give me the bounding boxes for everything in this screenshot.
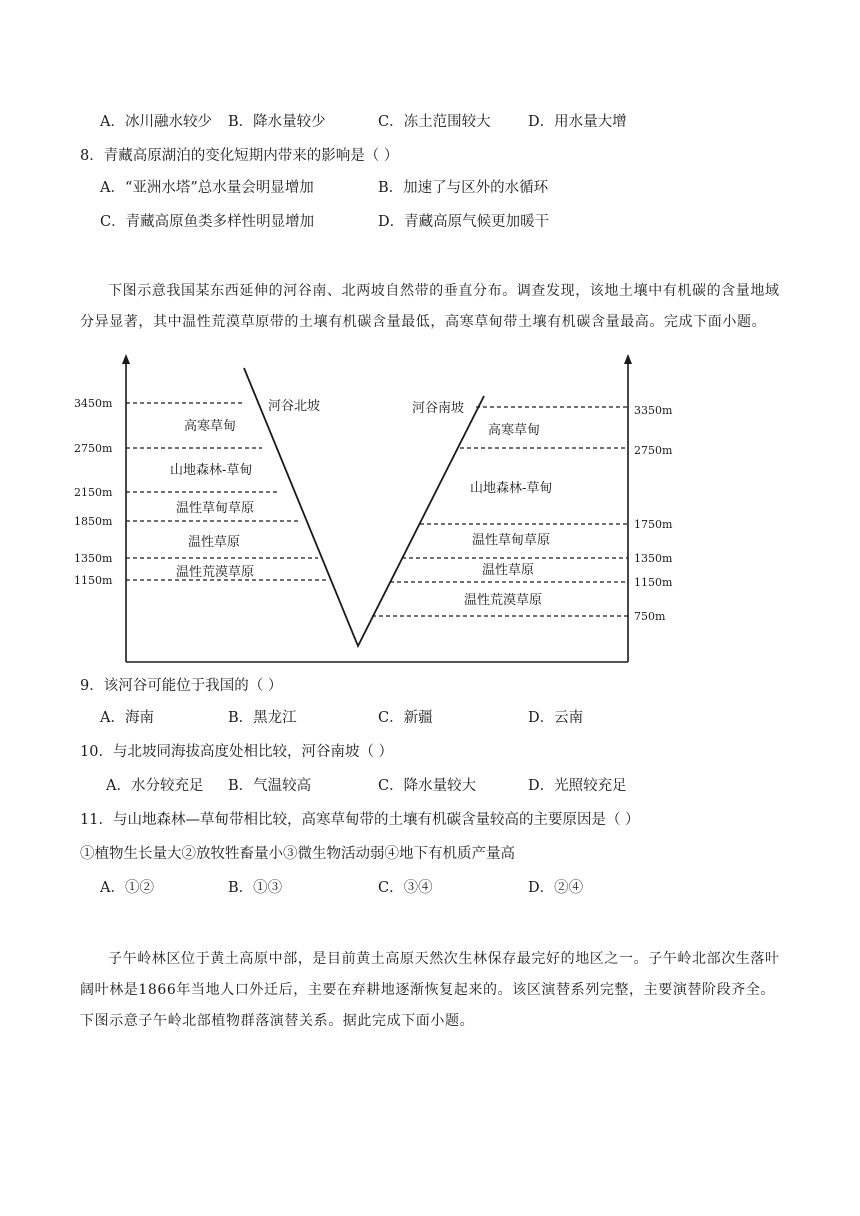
right-zone-alpine-meadow: 高寒草甸 (488, 423, 541, 438)
right-elev-1150: 1150m (634, 576, 673, 589)
right-zone-mountain-forest: 山地森林-草甸 (470, 481, 553, 496)
north-slope-label: 河谷北坡 (268, 399, 321, 414)
q10-option-b: B．气温较高 (228, 778, 312, 794)
q8-stem: 8．青藏高原湖泊的变化短期内带来的影响是（ ） (80, 148, 399, 164)
left-elev-3450: 3450m (74, 397, 113, 410)
right-boundaries (372, 407, 628, 616)
right-axis-arrow (624, 354, 632, 364)
right-elev-1350: 1350m (634, 552, 673, 565)
q7-option-d: D．用水量大增 (528, 114, 627, 130)
left-elev-1150: 1150m (74, 574, 113, 587)
right-elev-1750: 1750m (634, 518, 673, 531)
q9-option-c: C．新疆 (378, 710, 433, 726)
valley-profile-diagram (72, 350, 673, 668)
q9-option-b: B．黑龙江 (228, 710, 297, 726)
q11-statements: ①植物生长量大②放牧牲畜量小③微生物活动弱④地下有机质产量高 (80, 846, 515, 862)
left-zone-meadow-steppe: 温性草甸草原 (176, 501, 255, 516)
q8-option-b: B．加速了与区外的水循环 (378, 180, 549, 196)
passage-valley-text: 下图示意我国某东西延伸的河谷南、北两坡自然带的垂直分布。调查发现，该地土壤中有机碳的含量地域分异显著，其中温性荒漠草原带的土壤有机碳含量最低，高寒草甸带土壤有机碳含量最高。完成下面小题。 (80, 283, 780, 330)
left-zone-desert-steppe: 温性荒漠草原 (176, 565, 255, 580)
south-slope-label: 河谷南坡 (412, 401, 465, 416)
q11-stem: 11．与山地森林—草甸带相比较，高寒草甸带的土壤有机碳含量较高的主要原因是（ ） (80, 812, 640, 828)
right-elev-750: 750m (634, 610, 666, 623)
left-zone-mountain-forest: 山地森林-草甸 (170, 463, 253, 478)
q11-option-d: D．②④ (528, 880, 584, 896)
q7-option-a: A．冰川融水较少 (100, 114, 212, 130)
left-zone-alpine-meadow: 高寒草甸 (184, 419, 237, 434)
q9-option-a: A．海南 (100, 710, 154, 726)
q11-option-c: C．③④ (378, 880, 433, 896)
right-zone-desert-steppe: 温性荒漠草原 (464, 593, 543, 608)
left-elev-2150: 2150m (74, 486, 113, 499)
q10-option-c: C．降水量较大 (378, 778, 477, 794)
right-elev-2750: 2750m (634, 444, 673, 457)
right-zone-meadow-steppe: 温性草甸草原 (472, 533, 551, 548)
q8-option-a: A．“亚洲水塔”总水量会明显增加 (100, 180, 314, 196)
left-elev-2750: 2750m (74, 442, 113, 455)
left-elev-1850: 1850m (74, 515, 113, 528)
q7-option-b: B．降水量较少 (228, 114, 326, 130)
passage-ziwuling (80, 944, 780, 1037)
right-zone-steppe: 温性草原 (482, 563, 535, 578)
left-axis-arrow (122, 354, 130, 364)
q8-option-d: D．青藏高原气候更加暖干 (378, 214, 550, 230)
q9-option-d: D．云南 (528, 710, 584, 726)
q10-stem: 10．与北坡同海拔高度处相比较，河谷南坡（ ） (80, 744, 394, 760)
left-zone-steppe: 温性草原 (188, 535, 241, 550)
q11-option-a: A．①② (100, 880, 154, 896)
q9-stem: 9．该河谷可能位于我国的（ ） (80, 678, 283, 694)
q7-option-c: C．冻土范围较大 (378, 114, 491, 130)
q10-option-d: D．光照较充足 (528, 778, 627, 794)
right-elev-3350: 3350m (634, 404, 673, 417)
passage-ziwuling-text: 子午岭林区位于黄土高原中部，是目前黄土高原天然次生林保存最完好的地区之一。子午岭北部次生落叶阔叶林是1866年当地人口外迁后，主要在弃耕地逐渐恢复起来的。该区演替系列完整，主要演替阶段齐全。下图示意子午岭北部植物群落演替关系。据此完成下面小题。 (80, 951, 780, 1029)
passage-valley (80, 276, 780, 338)
q10-option-a: A．水分较充足 (106, 778, 204, 794)
q11-option-b: B．①③ (228, 880, 283, 896)
q8-option-c: C．青藏高原鱼类多样性明显增加 (100, 214, 315, 230)
left-elev-1350: 1350m (74, 552, 113, 565)
